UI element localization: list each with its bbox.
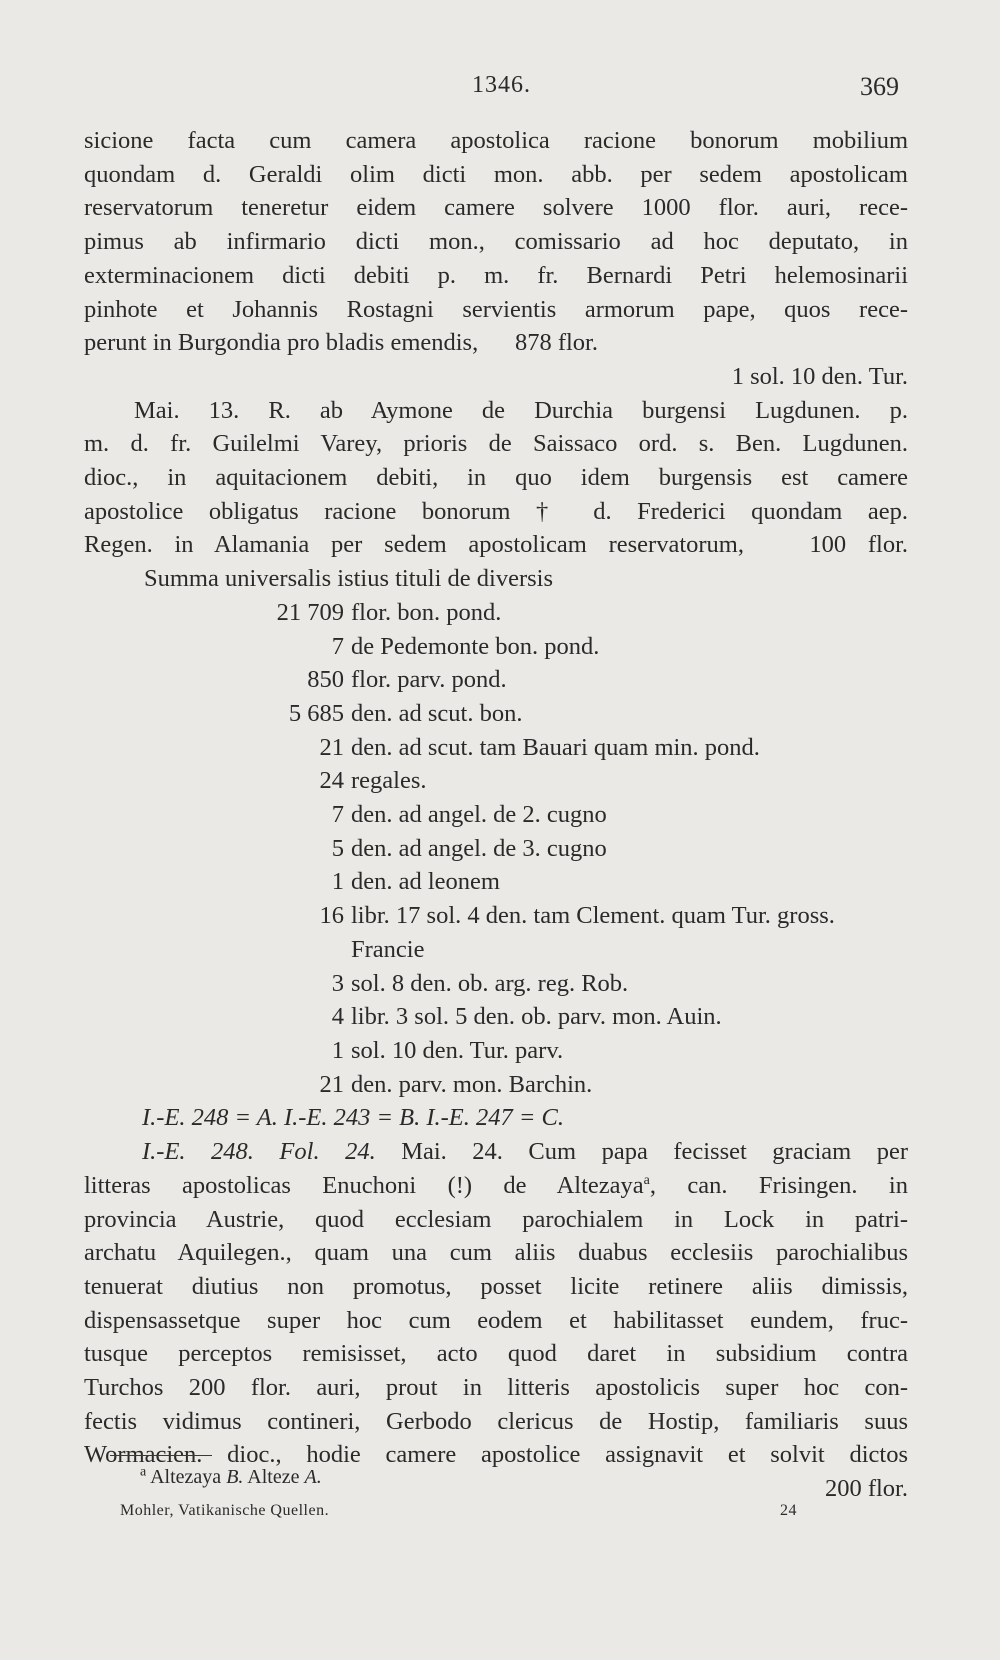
summa-item-text: den. ad angel. de 2. cugno (351, 801, 607, 829)
summa-item-number: 7 (331, 632, 344, 660)
text-line (84, 1169, 908, 1203)
text-line: pimus ab infirmario dicti mon., comissario ad hoc deputato, in (84, 228, 908, 256)
summa-item (84, 1034, 908, 1068)
summa-item (84, 697, 908, 731)
summa-list (84, 596, 908, 1102)
summa-item (84, 731, 908, 765)
footnote (140, 1466, 322, 1489)
summa-item-number: 5 685 (288, 699, 344, 727)
summa-item-number: 1 (331, 868, 344, 896)
running-head-year: 1346. (472, 72, 531, 98)
summa-item-text: regales. (351, 767, 427, 795)
summa-item-number: 21 (319, 1070, 344, 1098)
amount-line: 1 sol. 10 den. Tur. (731, 362, 908, 390)
summa-item (84, 1068, 908, 1102)
summa-section (84, 562, 908, 1101)
summa-item (84, 832, 908, 866)
text-span: litteras apostolicas Enuchoni (!) de Altezaya (84, 1171, 644, 1199)
text-line: apostolice obligatus racione bonorum † d. Frederici quondam aep. (84, 497, 908, 525)
footnote-siglum: B. (226, 1466, 244, 1488)
summa-item-text: Francie (351, 935, 425, 963)
text-span: , can. Frisingen. in (649, 1171, 908, 1199)
page-footer (120, 1502, 820, 1532)
summa-item-number: 21 709 (276, 598, 344, 626)
summa-item-text: den. parv. mon. Barchin. (351, 1070, 593, 1098)
summa-item-number: 21 (319, 733, 344, 761)
text-line: provincia Austrie, quod ecclesiam parochialem in Lock in patri- (84, 1205, 908, 1233)
footnote-marker: a (643, 1172, 650, 1188)
text-line: perunt in Burgondia pro bladis emendis, 878 flor. (84, 329, 598, 357)
summa-item (84, 865, 908, 899)
amount-line: 200 flor. (824, 1475, 908, 1503)
text-line: pinhote et Johannis Rostagni servientis armorum pape, quos rece- (84, 295, 908, 323)
text-line: dispensassetque super hoc cum eodem et habilitasset eundem, fruc- (84, 1306, 908, 1334)
summa-item (84, 630, 908, 664)
summa-item (84, 933, 908, 967)
main-text (84, 124, 908, 1506)
text-line: reservatorum teneretur eidem camere solvere 1000 flor. auri, rece- (84, 194, 908, 222)
text-line: tusque perceptos remisisset, acto quod daret in subsidium contra (84, 1340, 908, 1368)
summa-item-text: den. ad scut. bon. (351, 699, 523, 727)
summa-item-number: 24 (319, 767, 344, 795)
text-line: dioc., in aquitacionem debiti, in quo idem burgensis est camere (84, 464, 908, 492)
footnote-siglum: A. (304, 1466, 322, 1488)
summa-item-number: 3 (331, 969, 344, 997)
text-line: m. d. fr. Guilelmi Varey, prioris de Saissaco ord. s. Ben. Lugdunen. (84, 430, 908, 458)
paragraph-1 (84, 124, 908, 394)
text-line: archatu Aquilegen., quam una cum aliis duabus ecclesiis parochialibus (84, 1239, 908, 1267)
summa-item-number: 16 (319, 902, 344, 930)
text-line: Turchos 200 flor. auri, prout in litteris apostolicis super hoc con- (84, 1374, 908, 1402)
footnote-text: Alteze (243, 1466, 305, 1488)
summa-item-text: libr. 3 sol. 5 den. ob. parv. mon. Auin. (351, 1003, 722, 1031)
text-line: sicione facta cum camera apostolica racione bonorum mobilium (84, 127, 908, 154)
summa-item (84, 899, 908, 933)
summa-item-text: libr. 17 sol. 4 den. tam Clement. quam Tur. gross. (351, 902, 835, 930)
summa-item (84, 798, 908, 832)
summa-item (84, 967, 908, 1001)
summa-item-text: flor. bon. pond. (351, 598, 502, 626)
summa-item-text: sol. 8 den. ob. arg. reg. Rob. (351, 969, 629, 997)
text-line: Wormacien. dioc., hodie camere apostolice assignavit et solvit dictos (84, 1441, 908, 1469)
text-line (84, 1135, 908, 1169)
page-number: 369 (860, 72, 899, 101)
summa-heading: Summa universalis istius tituli de diversis (144, 565, 553, 593)
text-line: exterminacionem dicti debiti p. m. fr. Bernardi Petri helemosinarii (84, 261, 908, 289)
summa-item-number: 7 (331, 801, 344, 829)
text-line: Mai. 13. R. ab Aymone de Durchia burgensi Lugdunen. p. (134, 396, 908, 424)
paragraph-3 (84, 1135, 908, 1506)
summa-item-number: 5 (331, 834, 344, 862)
text-line: Regen. in Alamania per sedem apostolicam reservatorum, 100 flor. (84, 531, 908, 559)
footnote-marker: a (140, 1464, 147, 1480)
sources-line: I.-E. 248 = A. I.-E. 243 = B. I.-E. 247 = C. (142, 1104, 565, 1132)
summa-item (84, 663, 908, 697)
source-reference: I.-E. 248. Fol. 24. (142, 1138, 376, 1166)
summa-item-text: den. ad scut. tam Bauari quam min. pond. (351, 733, 760, 761)
text-line: tenuerat diutius non promotus, posset licite retinere aliis dimissis, (84, 1272, 908, 1300)
footer-source: Mohler, Vatikanische Quellen. (120, 1502, 330, 1519)
footer-signature: 24 (780, 1502, 797, 1519)
summa-item (84, 596, 908, 630)
summa-item (84, 764, 908, 798)
running-head (0, 68, 1000, 108)
summa-item-number: 4 (331, 1003, 344, 1031)
summa-item-text: den. ad angel. de 3. cugno (351, 834, 607, 862)
summa-item-text: den. ad leonem (351, 868, 500, 896)
summa-item-number: 850 (307, 666, 344, 694)
text-span: Mai. 24. Cum papa fecisset graciam per (375, 1138, 908, 1166)
summa-item-text: de Pedemonte bon. pond. (351, 632, 600, 660)
summa-item-text: sol. 10 den. Tur. parv. (351, 1036, 564, 1064)
summa-item (84, 1000, 908, 1034)
summa-item-number: 1 (331, 1036, 344, 1064)
text-line: quondam d. Geraldi olim dicti mon. abb. per sedem apostolicam (84, 160, 908, 188)
footnote-divider (110, 1455, 212, 1456)
summa-item-text: flor. parv. pond. (351, 666, 507, 694)
paragraph-2 (84, 394, 908, 563)
text-line: fectis vidimus contineri, Gerbodo clericus de Hostip, familiaris suus (84, 1407, 908, 1435)
footnote-text: Altezaya (146, 1466, 227, 1488)
